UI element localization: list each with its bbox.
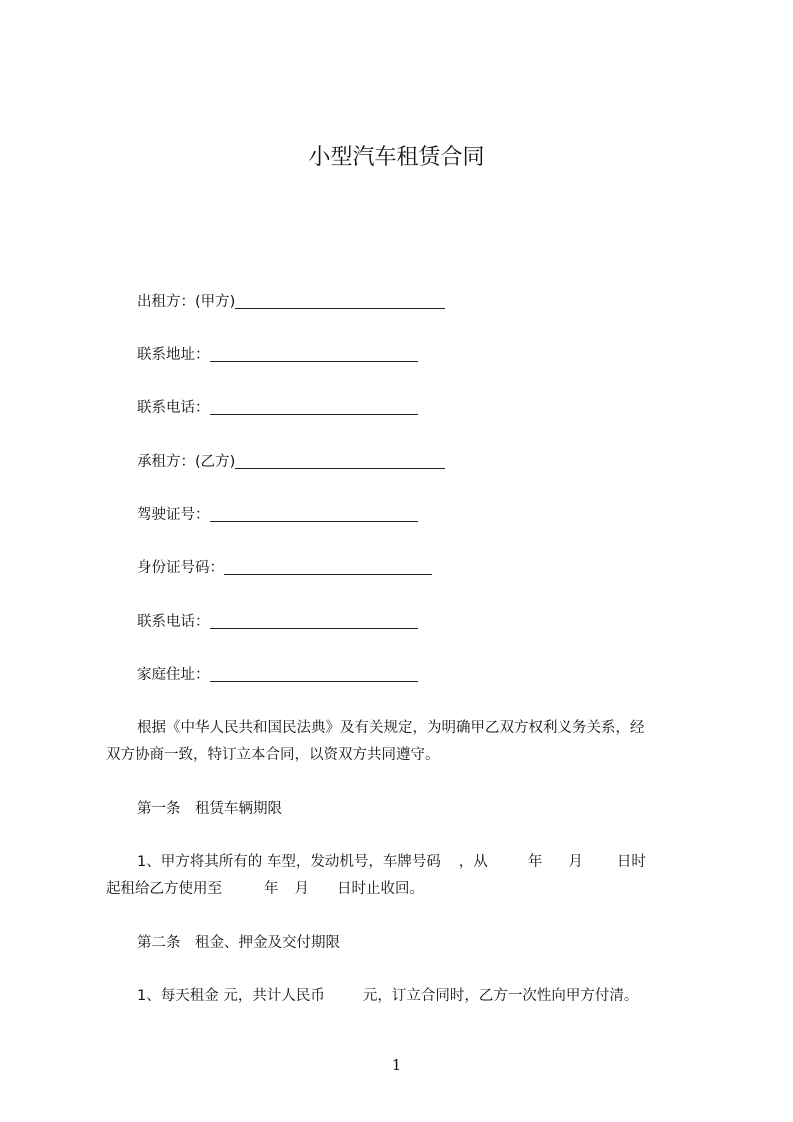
text-run: 元，订立合同时，乙方一次性向甲方付清。: [362, 988, 639, 1004]
article2-line-1: [137, 986, 638, 1006]
contact-phone-field: [137, 398, 418, 418]
fill-blank[interactable]: [224, 560, 432, 575]
contact-address-field: [137, 345, 418, 365]
fill-blank[interactable]: [235, 454, 445, 469]
article1-line-1: [137, 852, 646, 872]
lessee-field: [137, 452, 445, 472]
fill-blank[interactable]: [210, 507, 418, 522]
id-number-field: [137, 558, 432, 578]
text-run: 日时: [616, 854, 646, 870]
fill-blank[interactable]: [210, 614, 418, 629]
document-title: 小型汽车租赁合同: [308, 145, 485, 170]
article1-heading: 第一条 租赁车辆期限: [137, 801, 282, 817]
fill-blank[interactable]: [210, 667, 418, 682]
text-run: ，从: [458, 854, 488, 870]
field-label: 联系地址：: [137, 347, 210, 363]
field-label: 出租方：(甲方): [137, 294, 236, 310]
preamble-line-1: 根据《中华人民共和国民法典》及有关规定，为明确甲乙双方权利义务关系，经: [137, 720, 645, 736]
fill-blank[interactable]: [210, 400, 418, 415]
text-run: 日时止收回。: [337, 881, 424, 897]
field-label: 联系电话：: [137, 400, 210, 416]
field-label: 承租方：(乙方): [137, 454, 236, 470]
text-run: 年: [264, 881, 279, 897]
page-number: 1: [391, 1056, 402, 1074]
field-label: 驾驶证号：: [137, 507, 210, 523]
article1-line-2: [106, 879, 424, 899]
article2-heading: 第二条 租金、押金及交付期限: [137, 935, 340, 951]
text-run: 月: [568, 854, 583, 870]
fill-blank[interactable]: [235, 294, 445, 309]
text-run: 起租给乙方使用至: [106, 881, 222, 897]
field-label: 家庭住址：: [137, 667, 210, 683]
text-run: 1、甲方将其所有的 车型，发动机号，车牌号码: [137, 854, 441, 870]
text-run: 1、每天租金 元，共计人民币: [137, 988, 325, 1004]
fill-blank[interactable]: [210, 347, 418, 362]
lessee-phone-field: [137, 612, 418, 632]
text-run: 月: [294, 881, 309, 897]
driver-license-field: [137, 505, 418, 525]
text-run: 年: [527, 854, 543, 870]
home-address-field: [137, 665, 418, 685]
field-label: 联系电话：: [137, 614, 210, 630]
preamble-line-2: 双方协商一致，特订立本合同，以资双方共同遵守。: [106, 747, 440, 763]
lessor-field: [137, 292, 445, 312]
field-label: 身份证号码：: [137, 560, 224, 576]
